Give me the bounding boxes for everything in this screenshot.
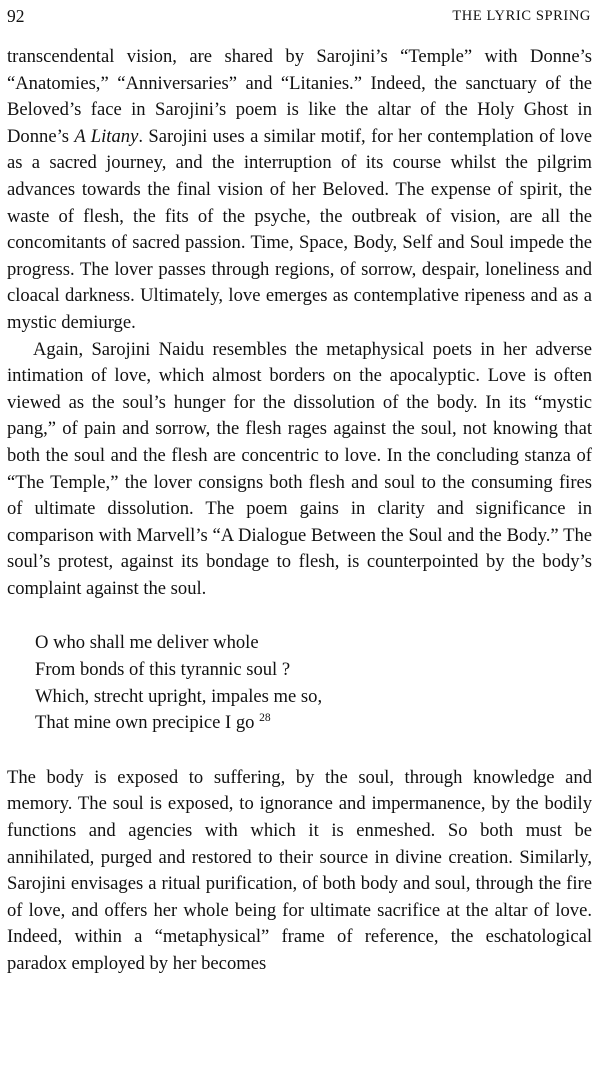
verse-line-1: O who shall me deliver whole xyxy=(35,632,259,654)
paragraph-1-text-a: transcendental vision, are shared by Sarojini’s “Temple” with Donne’s “Anatomies,” “Anniversaries” and “Litanies.” Indeed, the sanctuary of the Beloved’s face in Sarojini’s poem is like the altar of the Holy Ghost in Donne’s xyxy=(7,46,592,147)
paragraph-1-text-b: . Sarojini uses a similar motif, for her contemplation of love as a sacred journey, and the interruption of its course whilst the pilgrim advances towards the final vision of her Beloved. The expense of spirit, the waste of flesh, the fits of the psyche, the outbreak of vision, are all the concomitants of sacred passion. Time, Space, Body, Self and Soul impede the progress. The lover passes through regions, of sorrow, despair, loneliness and cloacal darkness. Ultimately, love emerges as contemplative ripeness and as a mystic demiurge. xyxy=(7,125,592,333)
running-header xyxy=(7,4,591,28)
running-title: THE LYRIC SPRING xyxy=(452,8,591,24)
paragraph-2 xyxy=(7,337,592,603)
paragraph-1 xyxy=(7,44,592,337)
body-text xyxy=(7,44,592,978)
paragraph-3-text: The body is exposed to suffering, by the soul, through knowledge and memory. The soul is exposed, to ignorance and impermanence, by the bodily functions and agencies with which it is enmeshed. So both must be annihilated, purged and restored to their source in divine creation. Similarly, Sarojini envisages a ritual purification, of both body and soul, through the fire of love, and offers her whole being for ultimate sacrifice at the altar of love. Indeed, within a “metaphysical” frame of reference, the eschatological paradox employed by her becomes xyxy=(7,766,592,974)
verse-line-2: From bonds of this tyrannic soul ? xyxy=(35,659,291,681)
footnote-reference: 28 xyxy=(259,712,271,725)
verse-line-4-text: That mine own precipice I go xyxy=(35,712,255,734)
verse-line-3: Which, strecht upright, impales me so, xyxy=(35,685,323,707)
paragraph-3 xyxy=(7,765,592,978)
page-number: 92 xyxy=(7,6,25,26)
paragraph-1-title-a-litany: A Litany xyxy=(74,125,139,147)
paragraph-2-text: Again, Sarojini Naidu resembles the metaphysical poets in her adverse intimation of love, which almost borders on the apocalyptic. Love is often viewed as the soul’s hunger for the dissolution of the body. In its “mystic pang,” of pain and sorrow, the flesh rages against the soul, not knowing that both the soul and the flesh are concentric to love. In the concluding stanza of “The Temple,” the lover consigns both flesh and soul to the consuming fires of ultimate dissolution. The poem gains in clarity and significance in comparison with Marvell’s “A Dialogue Between the Soul and the Body.” The soul’s protest, against its bondage to flesh, is counterpointed by the body’s complaint against the soul. xyxy=(7,338,592,599)
verse-line-4 xyxy=(35,710,592,737)
verse-quotation xyxy=(35,630,592,736)
